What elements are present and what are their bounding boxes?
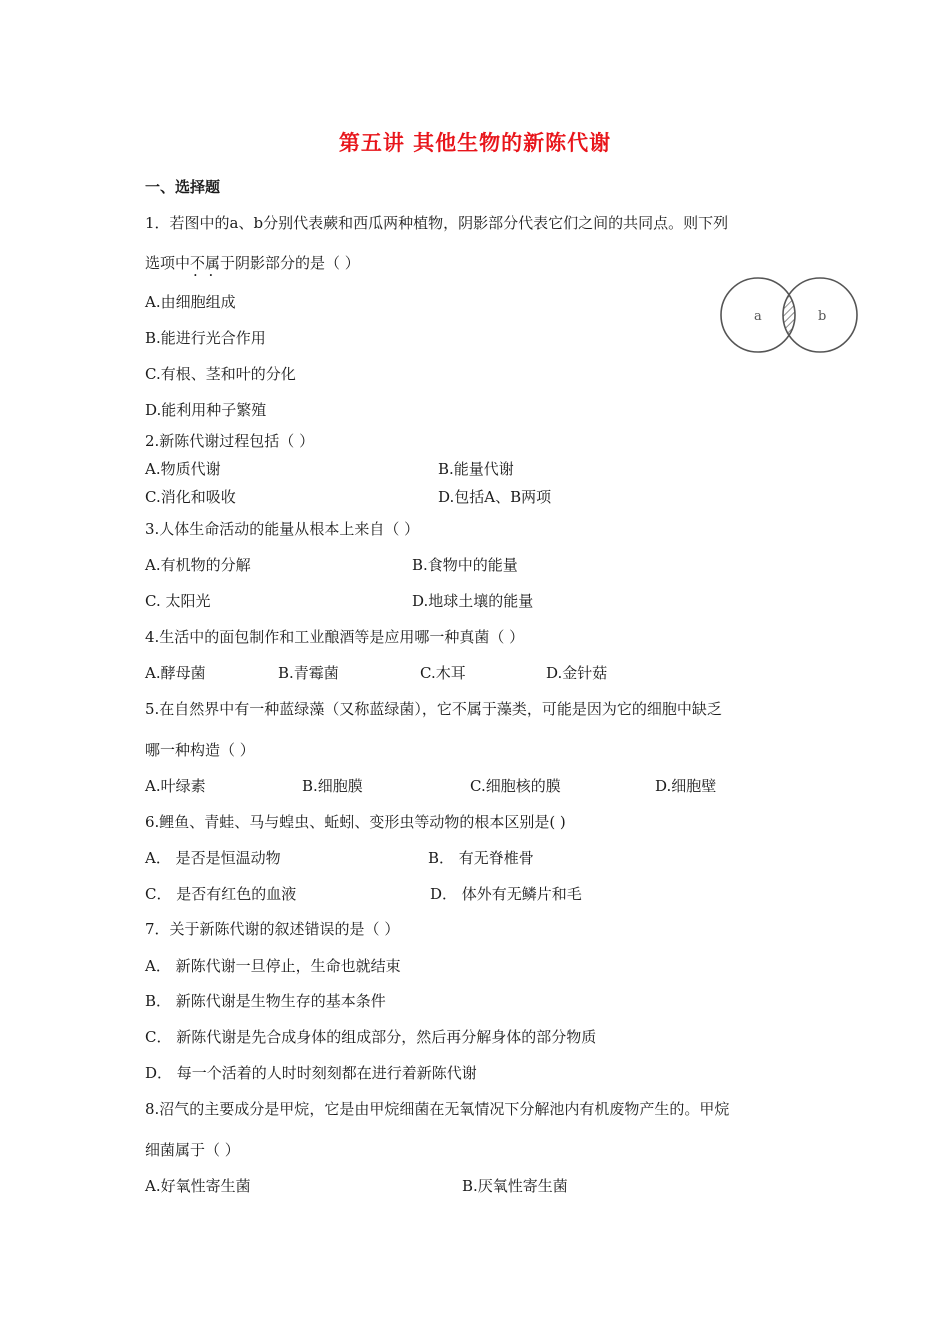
q5-option-a: A.叶绿素 xyxy=(145,777,206,795)
q3-option-d: D.地球土壤的能量 xyxy=(412,592,534,610)
q1-option-a: A.由细胞组成 xyxy=(145,293,236,311)
q1-stem-post: 阴影部分的是（ ） xyxy=(235,254,360,272)
q1-option-c: C.有根、茎和叶的分化 xyxy=(145,365,296,383)
venn-label-a: a xyxy=(754,309,762,324)
q2-option-a: A.物质代谢 xyxy=(145,460,221,478)
q2-stem: 2.新陈代谢过程包括（ ） xyxy=(145,432,315,450)
q5-option-b: B.细胞膜 xyxy=(302,777,363,795)
q8-option-a: A.好氧性寄生菌 xyxy=(145,1177,251,1195)
q4-stem: 4.生活中的面包制作和工业酿酒等是应用哪一种真菌（ ） xyxy=(145,628,525,646)
q8-option-b: B.厌氧性寄生菌 xyxy=(462,1177,568,1195)
q5-option-d: D.细胞壁 xyxy=(655,777,717,795)
q4-option-d: D.金针菇 xyxy=(546,664,608,682)
q3-option-b: B.食物中的能量 xyxy=(412,556,518,574)
q1-stem-emphasis: 不属于 · · xyxy=(190,254,235,272)
q1-stem-line1: 1．若图中的a、b分别代表蕨和西瓜两种植物，阴影部分代表它们之间的共同点。则下列 xyxy=(145,214,729,232)
q1-stem-pre: 选项中 xyxy=(145,254,191,272)
q3-option-c: C. 太阳光 xyxy=(145,592,211,610)
q7-option-a: A． 新陈代谢一旦停止，生命也就结束 xyxy=(145,957,401,975)
q4-option-c: C.木耳 xyxy=(420,664,466,682)
q7-option-d: D． 每一个活着的人时时刻刻都在进行着新陈代谢 xyxy=(145,1064,477,1082)
q1-stem-line2 xyxy=(145,253,360,273)
q6-option-c: C． 是否有红色的血液 xyxy=(145,885,297,903)
q7-option-c: C． 新陈代谢是先合成身体的组成部分，然后再分解身体的部分物质 xyxy=(145,1028,597,1046)
q6-stem: 6.鲤鱼、青蛙、马与蝗虫、蚯蚓、变形虫等动物的根本区别是( ) xyxy=(145,813,566,831)
q7-stem: 7．关于新陈代谢的叙述错误的是（ ） xyxy=(145,920,400,938)
q5-stem-line2: 哪一种构造（ ） xyxy=(145,741,255,759)
q4-option-b: B.青霉菌 xyxy=(278,664,339,682)
section-heading: 一、选择题 xyxy=(145,178,221,196)
q3-stem: 3.人体生命活动的能量从根本上来自（ ） xyxy=(145,520,420,538)
q5-stem-line1: 5.在自然界中有一种蓝绿藻（又称蓝绿菌），它不属于藻类，可能是因为它的细胞中缺乏 xyxy=(145,700,722,718)
q6-option-b: B． 有无脊椎骨 xyxy=(428,849,534,867)
q2-option-c: C.消化和吸收 xyxy=(145,488,236,506)
q1-option-b: B.能进行光合作用 xyxy=(145,329,266,347)
q6-option-a: A． 是否是恒温动物 xyxy=(145,849,281,867)
venn-label-b: b xyxy=(818,309,827,324)
q8-stem-line2: 细菌属于（ ） xyxy=(145,1141,240,1159)
q6-option-d: D． 体外有无鳞片和毛 xyxy=(430,885,582,903)
page-title: 第五讲 其他生物的新陈代谢 xyxy=(338,131,612,155)
q7-option-b: B． 新陈代谢是生物生存的基本条件 xyxy=(145,992,386,1010)
q3-option-a: A.有机物的分解 xyxy=(145,556,251,574)
q1-option-d: D.能利用种子繁殖 xyxy=(145,401,267,419)
q2-option-d: D.包括A、B两项 xyxy=(438,488,552,506)
venn-diagram xyxy=(718,275,860,355)
q8-stem-line1: 8.沼气的主要成分是甲烷，它是由甲烷细菌在无氧情况下分解池内有机废物产生的。甲烷 xyxy=(145,1100,730,1118)
q2-option-b: B.能量代谢 xyxy=(438,460,514,478)
q5-option-c: C.细胞核的膜 xyxy=(470,777,561,795)
q4-option-a: A.酵母菌 xyxy=(145,664,206,682)
